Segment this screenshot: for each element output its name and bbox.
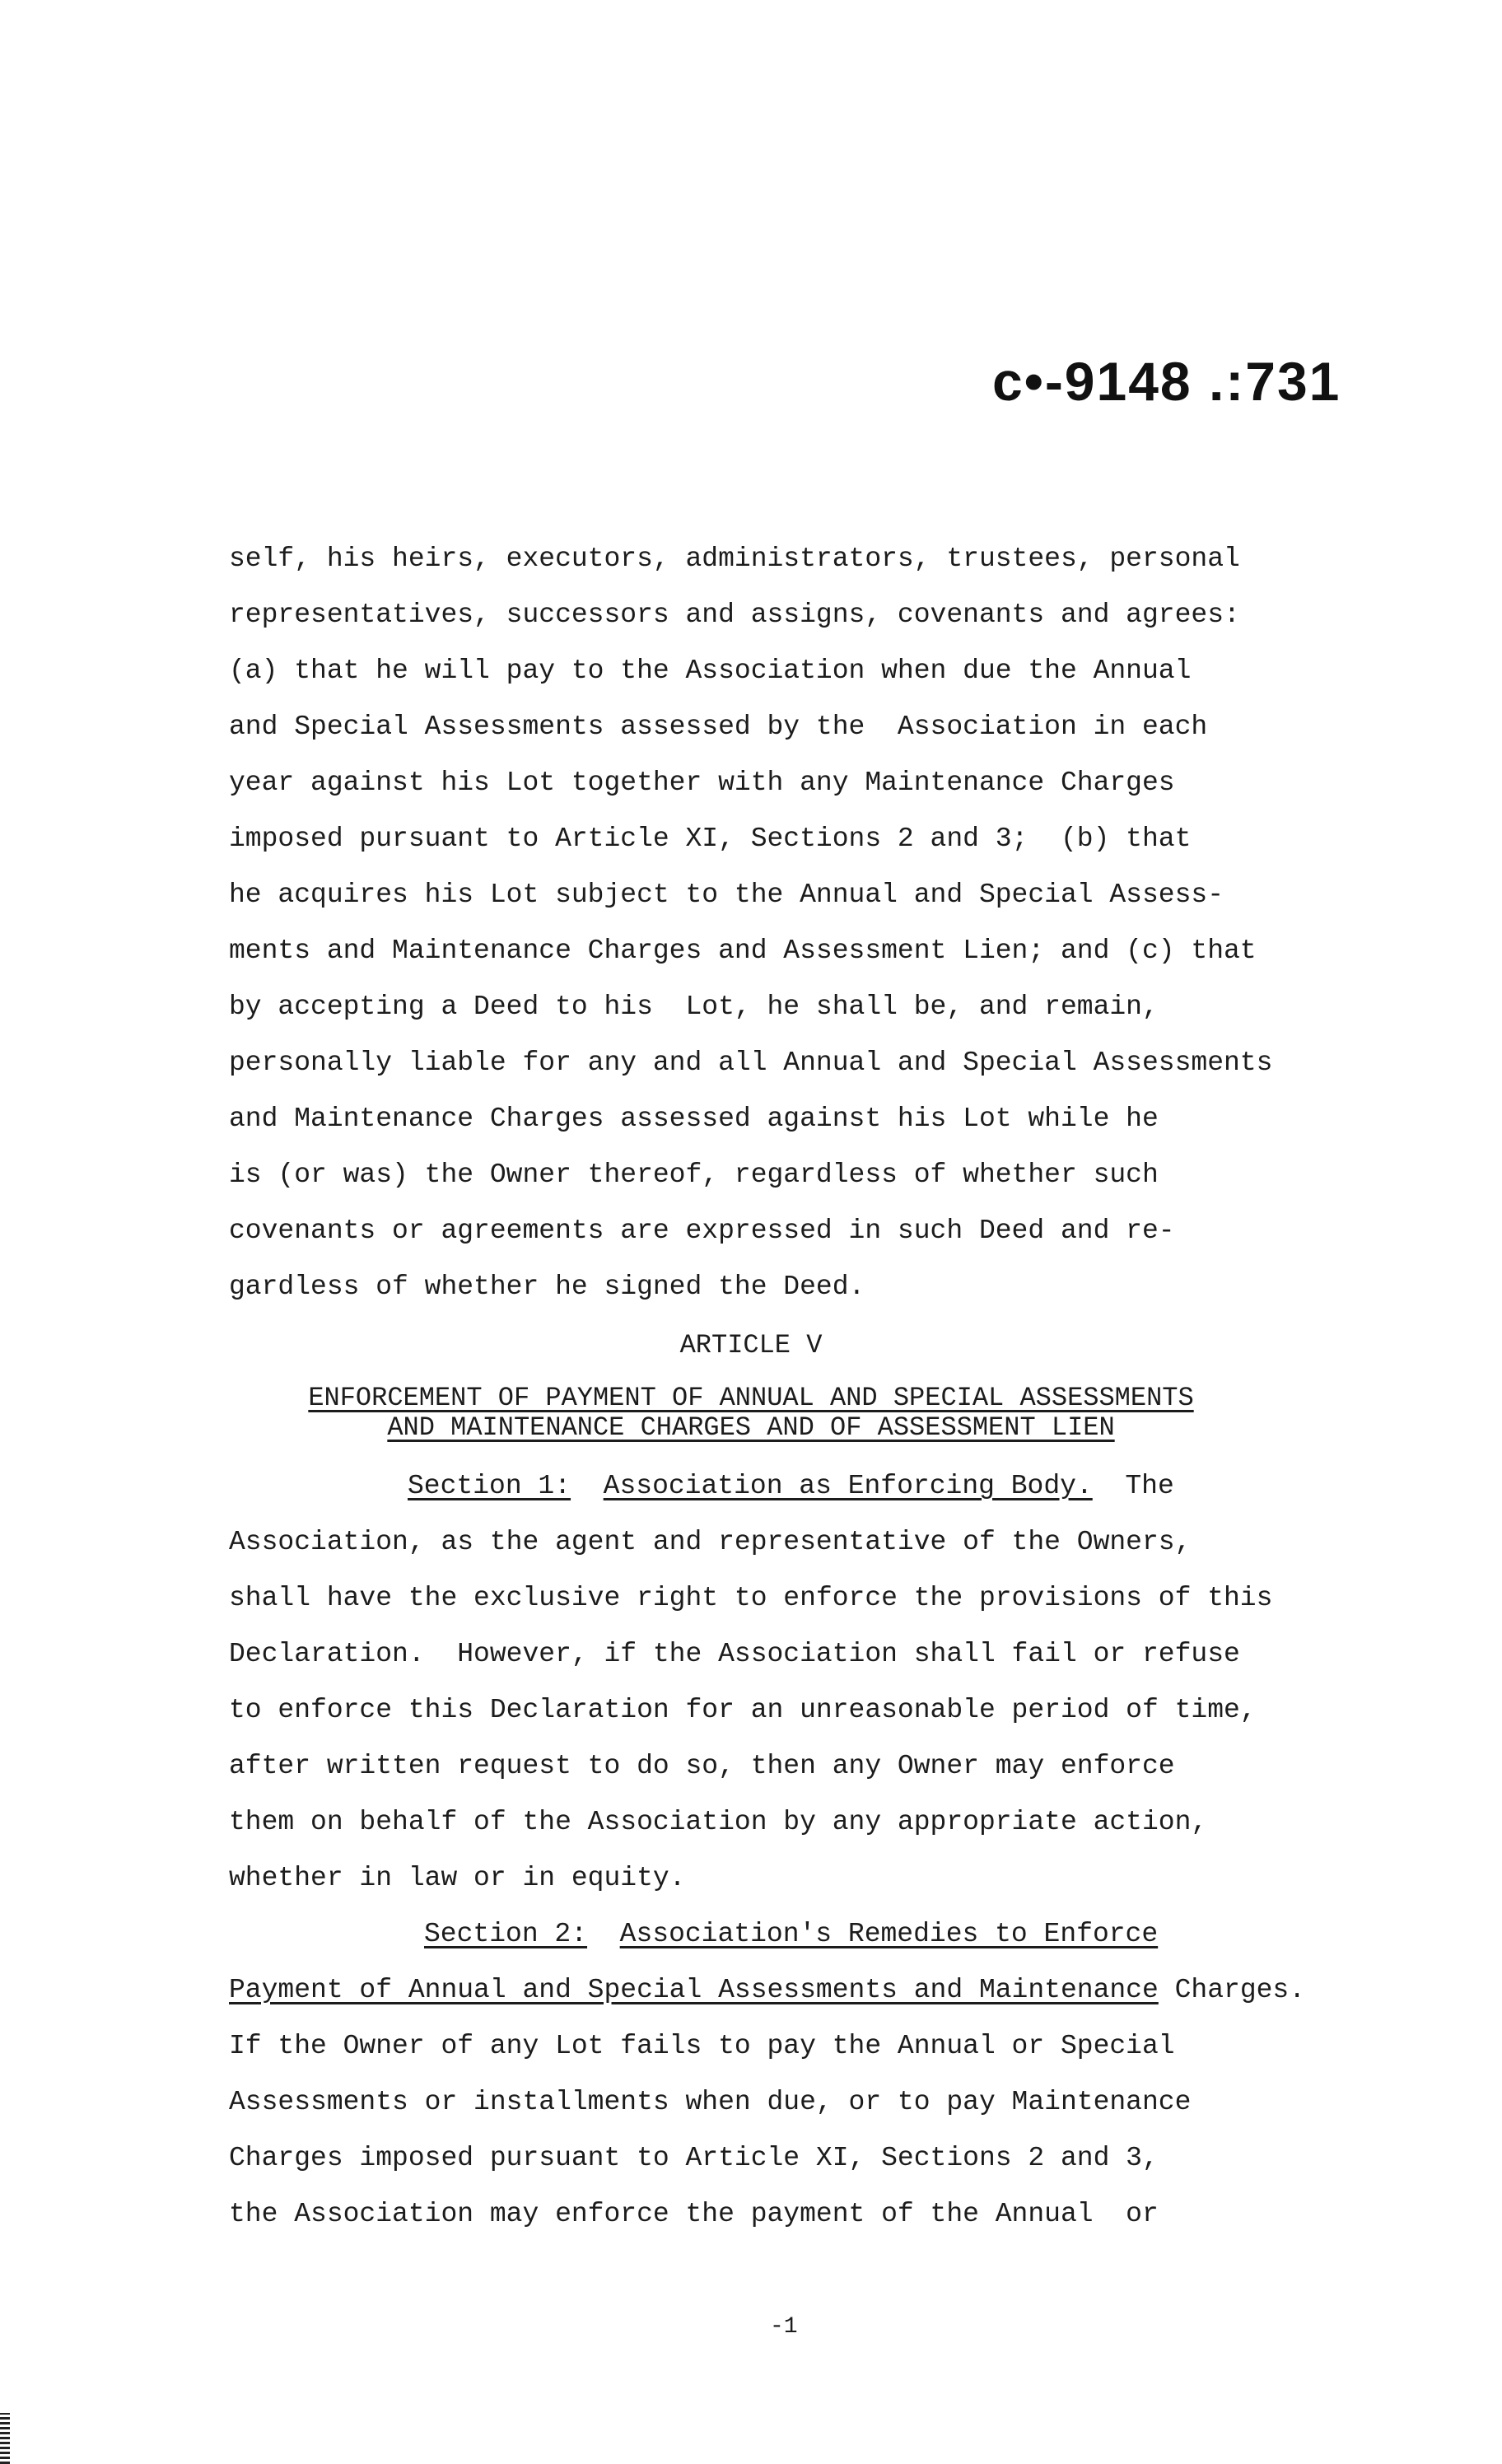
body-line: personally liable for any and all Annual and Special Assessments xyxy=(229,1048,1273,1078)
section-1-first-text: The xyxy=(1092,1471,1174,1501)
book-page-stamp: c•-9148 .:731 xyxy=(992,351,1341,412)
page-number: -1 xyxy=(770,2314,798,2340)
section-2-title-line-2: Payment of Annual and Special Assessments and Maintenance xyxy=(229,1975,1159,2005)
section-1-heading xyxy=(408,1472,1174,1500)
body-line: gardless of whether he signed the Deed. xyxy=(229,1272,865,1302)
body-line: by accepting a Deed to his Lot, he shall be, and remain, xyxy=(229,992,1159,1022)
section-2-title-continued xyxy=(229,1976,1305,2004)
body-line: Declaration. However, if the Association shall fail or refuse xyxy=(229,1639,1240,1669)
body-line: shall have the exclusive right to enforce the provisions of this xyxy=(229,1583,1273,1613)
body-line: them on behalf of the Association by any appropriate action, xyxy=(229,1807,1208,1837)
section-2-title-tail: Charges. xyxy=(1158,1975,1306,2005)
body-line: If the Owner of any Lot fails to pay the Annual or Special xyxy=(229,2031,1175,2061)
body-line: ments and Maintenance Charges and Assessment Lien; and (c) that xyxy=(229,936,1257,966)
body-line: covenants or agreements are expressed in such Deed and re- xyxy=(229,1216,1175,1246)
section-2-heading xyxy=(424,1920,1158,1948)
body-line: (a) that he will pay to the Association when due the Annual xyxy=(229,656,1192,686)
body-line: Assessments or installments when due, or to pay Maintenance xyxy=(229,2087,1192,2117)
body-line: after written request to do so, then any Owner may enforce xyxy=(229,1751,1175,1781)
section-1-title: Association as Enforcing Body. xyxy=(603,1471,1093,1501)
body-line: representatives, successors and assigns, covenants and agrees: xyxy=(229,600,1240,630)
scan-edge-mark xyxy=(0,2413,10,2464)
section-2-title: Association's Remedies to Enforce xyxy=(619,1919,1159,1949)
article-title-line-2: AND MAINTENANCE CHARGES AND OF ASSESSMENT LIEN xyxy=(387,1412,1115,1443)
section-2-label: Section 2: xyxy=(424,1919,588,1949)
body-line: whether in law or in equity. xyxy=(229,1863,686,1893)
body-line: imposed pursuant to Article XI, Sections 2 and 3; (b) that xyxy=(229,824,1192,854)
body-line: year against his Lot together with any Maintenance Charges xyxy=(229,768,1175,798)
body-line: is (or was) the Owner thereof, regardless of whether such xyxy=(229,1160,1159,1190)
section-1-label: Section 1: xyxy=(408,1471,571,1501)
body-line: to enforce this Declaration for an unreasonable period of time, xyxy=(229,1695,1257,1725)
body-line: and Maintenance Charges assessed against his Lot while he xyxy=(229,1104,1159,1134)
body-line: the Association may enforce the payment of the Annual or xyxy=(229,2199,1159,2229)
body-line: he acquires his Lot subject to the Annual and Special Assess- xyxy=(229,880,1224,910)
body-line: Charges imposed pursuant to Article XI, Sections 2 and 3, xyxy=(229,2143,1159,2173)
article-title-line-1: ENFORCEMENT OF PAYMENT OF ANNUAL AND SPECIAL ASSESSMENTS xyxy=(308,1383,1194,1413)
body-line: Association, as the agent and representative of the Owners, xyxy=(229,1527,1192,1557)
body-line: and Special Assessments assessed by the Association in each xyxy=(229,712,1208,742)
body-line: self, his heirs, executors, administrators, trustees, personal xyxy=(229,544,1240,574)
article-number: ARTICLE V xyxy=(679,1330,823,1360)
